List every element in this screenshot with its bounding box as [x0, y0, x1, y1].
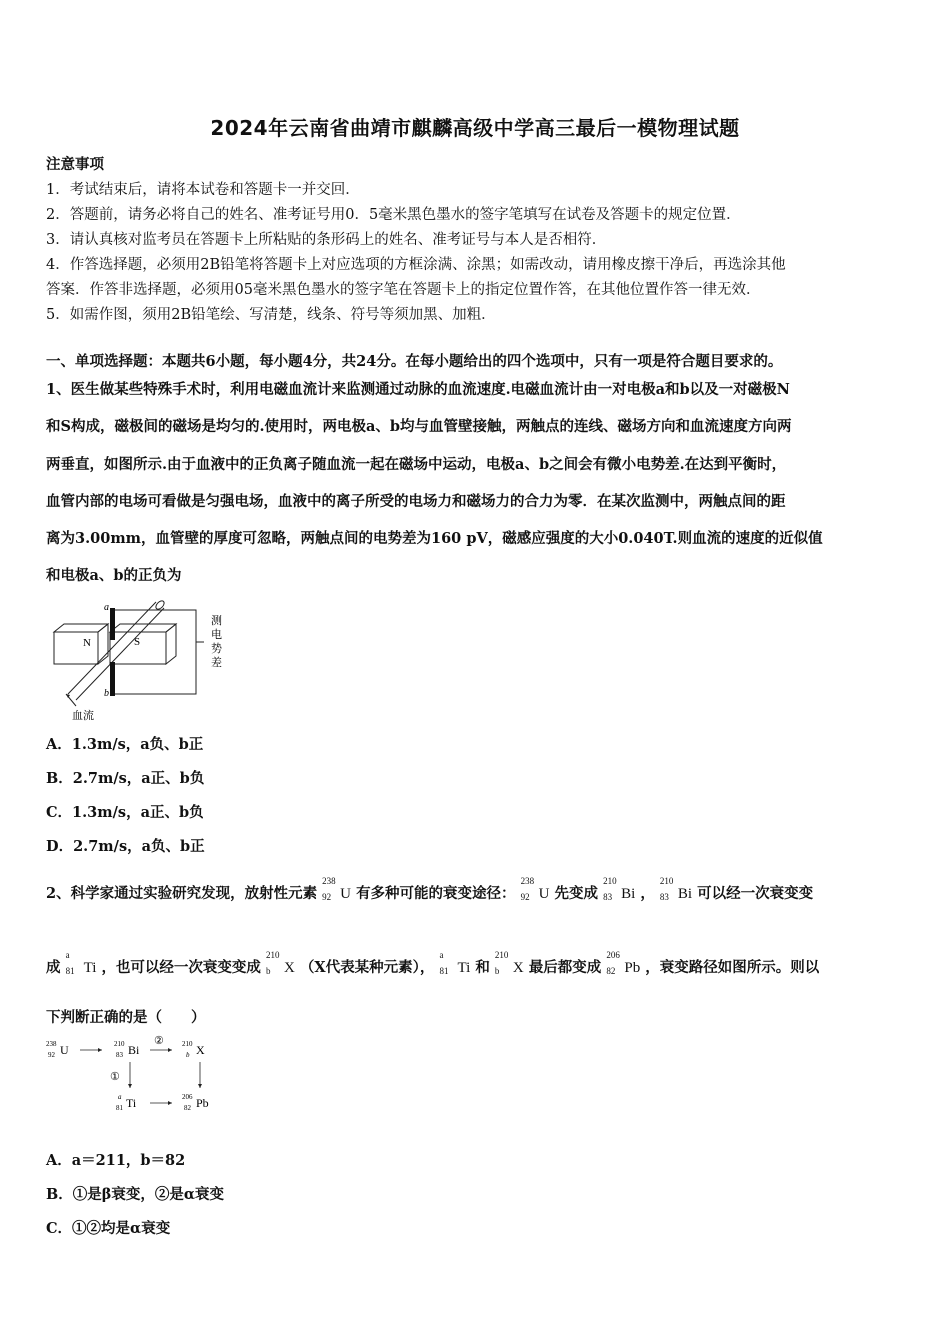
q1-option-c[interactable]: C．1.3m/s，a正、b负 [46, 804, 204, 821]
electrode-a-label: a [104, 602, 109, 613]
q2-option-b[interactable]: B．①是β衰变，②是α衰变 [46, 1186, 225, 1203]
diagram-pb-sym: Pb [196, 1096, 209, 1110]
q1-text: 血管内部的电场可看做是匀强电场，血液中的离子所受的电场力和磁场力的合力为零．在某次监测中，两触点间的距 [46, 493, 786, 510]
blood-flow-label: 血流 [72, 710, 94, 722]
q2-text: 和 [475, 959, 490, 976]
notice-item: 答案．作答非选择题，必须用05毫米黑色墨水的签字笔在答题卡上的指定位置作答，在其他位置作答一律无效． [46, 282, 761, 298]
diagram-ti-z: 81 [116, 1104, 123, 1112]
diagram-u-sym: U [60, 1043, 69, 1057]
notice-item: 3．请认真核对监考员在答题卡上所粘贴的条形码上的姓名、准考证号与本人是否相符． [46, 232, 607, 248]
q2-text-line2 [46, 950, 820, 977]
q2-text: （X代表某种元素）， [299, 959, 435, 976]
path-1-label: ① [110, 1071, 120, 1083]
notice-item: 5．如需作图，须用2B铅笔绘、写清楚，线条、符号等须加黑、加粗． [46, 307, 496, 323]
notice-item: 1．考试结束后，请将本试卷和答题卡一并交回． [46, 182, 360, 198]
measure-label: 测 [211, 615, 222, 627]
q2-text: 可以经一次衰变变 [697, 885, 814, 902]
nuclide-u: 238 92 U [322, 876, 351, 902]
diagram-bi-sym: Bi [128, 1043, 140, 1057]
diagram-x-mass: 210 [182, 1040, 193, 1048]
magnet-s-label: S [134, 636, 141, 648]
q1-text: 两垂直，如图所示.由于血液中的正负离子随血流一起在磁场中运动，电极a、b之间会有微小电势差.在达到平衡时， [46, 456, 787, 473]
measure-label: 势 [211, 643, 222, 655]
diagram-u-mass: 238 [46, 1040, 57, 1048]
diagram-x-sym: X [196, 1043, 205, 1057]
electrode-b-label: b [104, 688, 109, 699]
q2-option-c[interactable]: C．①②均是α衰变 [46, 1220, 171, 1237]
nuclide-x: 210 b X [494, 950, 524, 976]
nuclide-pb: 206 82 Pb [606, 950, 641, 976]
q2-option-a[interactable]: A．a＝211，b＝82 [46, 1152, 186, 1169]
q1-option-d[interactable]: D．2.7m/s，a负、b正 [46, 838, 205, 855]
nuclide-u: 238 92 U [520, 876, 550, 902]
page-title: 2024年云南省曲靖市麒麟高级中学高三最后一模物理试题 [210, 116, 740, 140]
q2-text-line3: 下判断正确的是（ ） [46, 1009, 206, 1026]
measure-label: 差 [211, 657, 222, 669]
q1-text: 离为3.00mm，血管壁的厚度可忽略，两触点间的电势差为160 pV，磁感应强度的大小0.040T.则血流的速度的近似值 [46, 530, 823, 547]
diagram-bi-z: 83 [116, 1051, 123, 1059]
q1-option-b[interactable]: B．2.7m/s，a正、b负 [46, 770, 205, 787]
q2-text: 成 [46, 959, 61, 976]
nuclide-bi: 210 83 Bi [659, 876, 693, 902]
notice-item: 2．答题前，请务必将自己的姓名、准考证号用0．5毫米黑色墨水的签字笔填写在试卷及答题卡的规定位置． [46, 207, 741, 223]
q1-text: 和电极a、b的正负为 [46, 567, 182, 584]
q2-text-line1 [46, 876, 814, 903]
q2-text: ， [640, 885, 655, 902]
path-2-label: ② [154, 1035, 164, 1047]
section-heading: 一、单项选择题：本题共6小题，每小题4分，共24分。在每小题给出的四个选项中，只有一项是符合题目要求的。 [46, 353, 783, 370]
blood-flow-meter-figure [46, 594, 236, 724]
decay-path-diagram [46, 1034, 236, 1118]
q2-text: 先变成 [554, 885, 599, 902]
measure-label: 电 [211, 629, 222, 641]
q1-option-a[interactable]: A．1.3m/s，a负、b正 [46, 736, 204, 753]
diagram-pb-z: 82 [184, 1104, 191, 1112]
diagram-ti-mass: a [118, 1093, 122, 1101]
q1-text: 和S构成，磁极间的磁场是均匀的.使用时，两电极a、b均与血管壁接触，两触点的连线、磁场方向和血流速度方向两 [46, 418, 792, 435]
magnet-n-label: N [83, 637, 91, 649]
q2-text: ，也可以经一次衰变变成 [101, 959, 261, 976]
diagram-bi-mass: 210 [114, 1040, 125, 1048]
q2-text: 2、科学家通过实验研究发现，放射性元素 [46, 885, 318, 902]
q2-text: 最后都变成 [528, 959, 602, 976]
notice-heading: 注意事项 [46, 156, 104, 173]
q1-text: 1、医生做某些特殊手术时，利用电磁血流计来监测通过动脉的血流速度.电磁血流计由一对电极a和b以及一对磁极N [46, 381, 790, 398]
diagram-ti-sym: Ti [126, 1096, 137, 1110]
nuclide-bi: 210 83 Bi [603, 876, 636, 902]
notice-item: 4．作答选择题，必须用2B铅笔将答题卡上对应选项的方框涂满、涂黑；如需改动，请用橡皮擦干净后，再选涂其他 [46, 257, 786, 273]
nuclide-ti: a 81 Ti [439, 950, 471, 976]
nuclide-ti: a 81 Ti [65, 950, 97, 976]
diagram-x-z: b [186, 1051, 190, 1059]
diagram-pb-mass: 206 [182, 1093, 193, 1101]
q2-text: 有多种可能的衰变途径： [356, 885, 516, 902]
diagram-u-z: 92 [48, 1051, 55, 1059]
nuclide-x: 210 b X [266, 950, 295, 976]
q2-text: ，衰变路径如图所示。则以 [645, 959, 820, 976]
